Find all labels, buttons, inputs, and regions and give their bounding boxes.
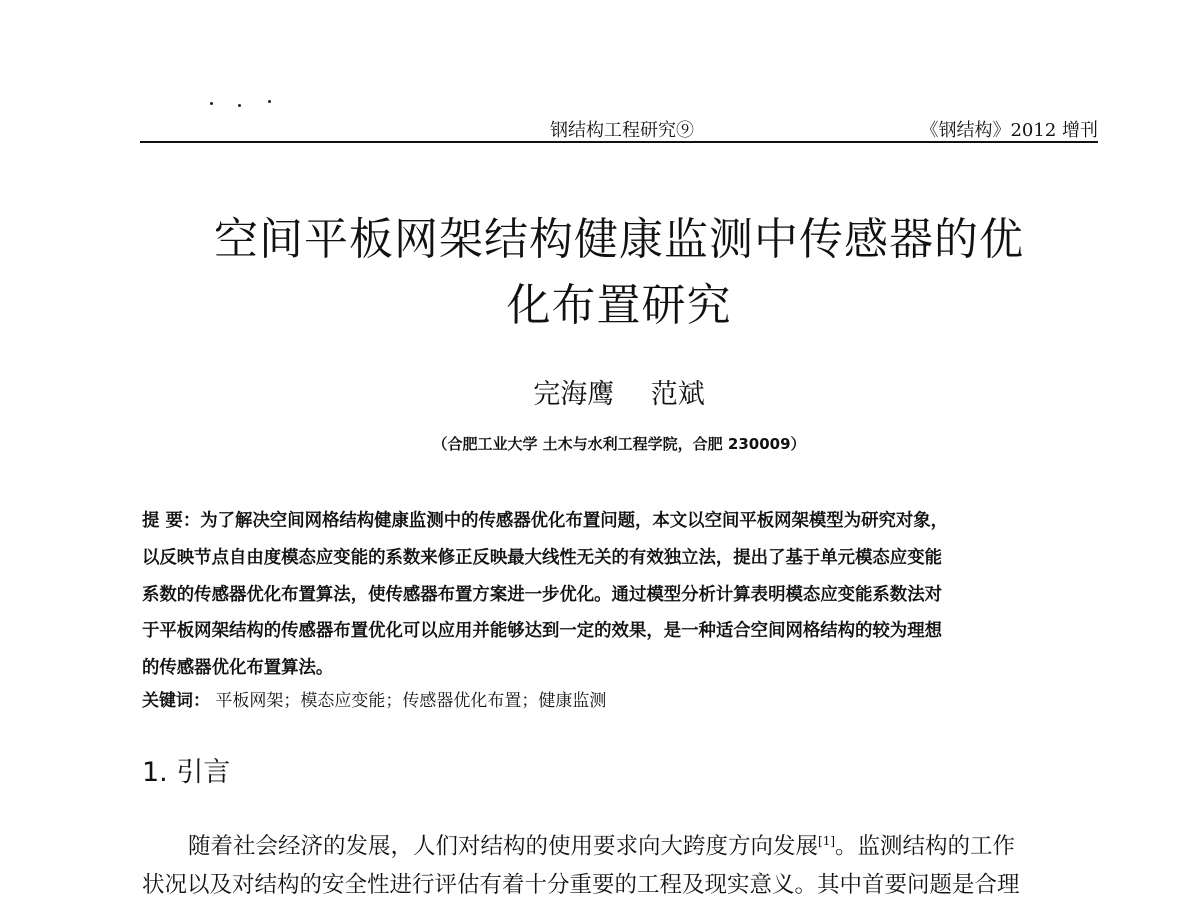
abstract-line: 的传感器优化布置算法。: [142, 658, 334, 679]
journal-label: 《钢结构》2012 增刊: [920, 120, 1098, 141]
abstract-line: 于平板网架结构的传感器布置优化可以应用并能够达到一定的效果，是一种适合空间网格结构的较为理想: [142, 621, 942, 642]
section-heading: 1. 引言: [142, 757, 231, 788]
abstract-text: 为了解决空间网格结构健康监测中的传感器优化布置问题，本文以空间平板网架模型为研究对象，: [200, 511, 949, 531]
body-text-span: 。监测结构的工作: [835, 833, 1016, 860]
abstract-line: [142, 503, 1098, 540]
scan-speck: [238, 104, 241, 107]
keywords-text: 平板网架；模态应变能；传感器优化布置；健康监测: [215, 691, 607, 711]
affiliation: （合肥工业大学 土木与水利工程学院，合肥 230009）: [432, 435, 806, 453]
scan-speck: [210, 102, 213, 105]
author-name: 范斌: [650, 379, 705, 410]
citation-ref: [1]: [818, 834, 836, 848]
title-line-2: 化布置研究: [506, 280, 732, 332]
body-line: 状况以及对结构的安全性进行评估有着十分重要的工程及现实意义。其中首要问题是合理: [142, 871, 1020, 898]
series-label: 钢结构工程研究⑨: [550, 120, 694, 141]
author-list: [140, 372, 1098, 411]
title-line-1: 空间平板网架结构健康监测中传感器的优: [214, 214, 1024, 266]
scan-speck: [268, 100, 271, 103]
keywords: [142, 686, 1098, 711]
paper-title: [140, 207, 1098, 339]
author-name: 完海鹰: [533, 379, 615, 410]
body-line: [142, 822, 1098, 866]
keywords-label: 关键词：: [142, 691, 210, 711]
abstract-line: 系数的传感器优化布置算法，使传感器布置方案进一步优化。通过模型分析计算表明模态应变能系数法对: [142, 584, 942, 605]
abstract-line: 以反映节点自由度模态应变能的系数来修正反映最大线性无关的有效独立法，提出了基于单元模态应变能: [142, 547, 942, 568]
abstract-label: 提 要：: [142, 511, 201, 531]
body-text: [142, 822, 1098, 904]
running-header: [140, 112, 1098, 142]
abstract: [142, 503, 1098, 687]
header-rule: [140, 141, 1098, 143]
body-text-span: 随着社会经济的发展，人们对结构的使用要求向大跨度方向发展: [188, 833, 819, 860]
